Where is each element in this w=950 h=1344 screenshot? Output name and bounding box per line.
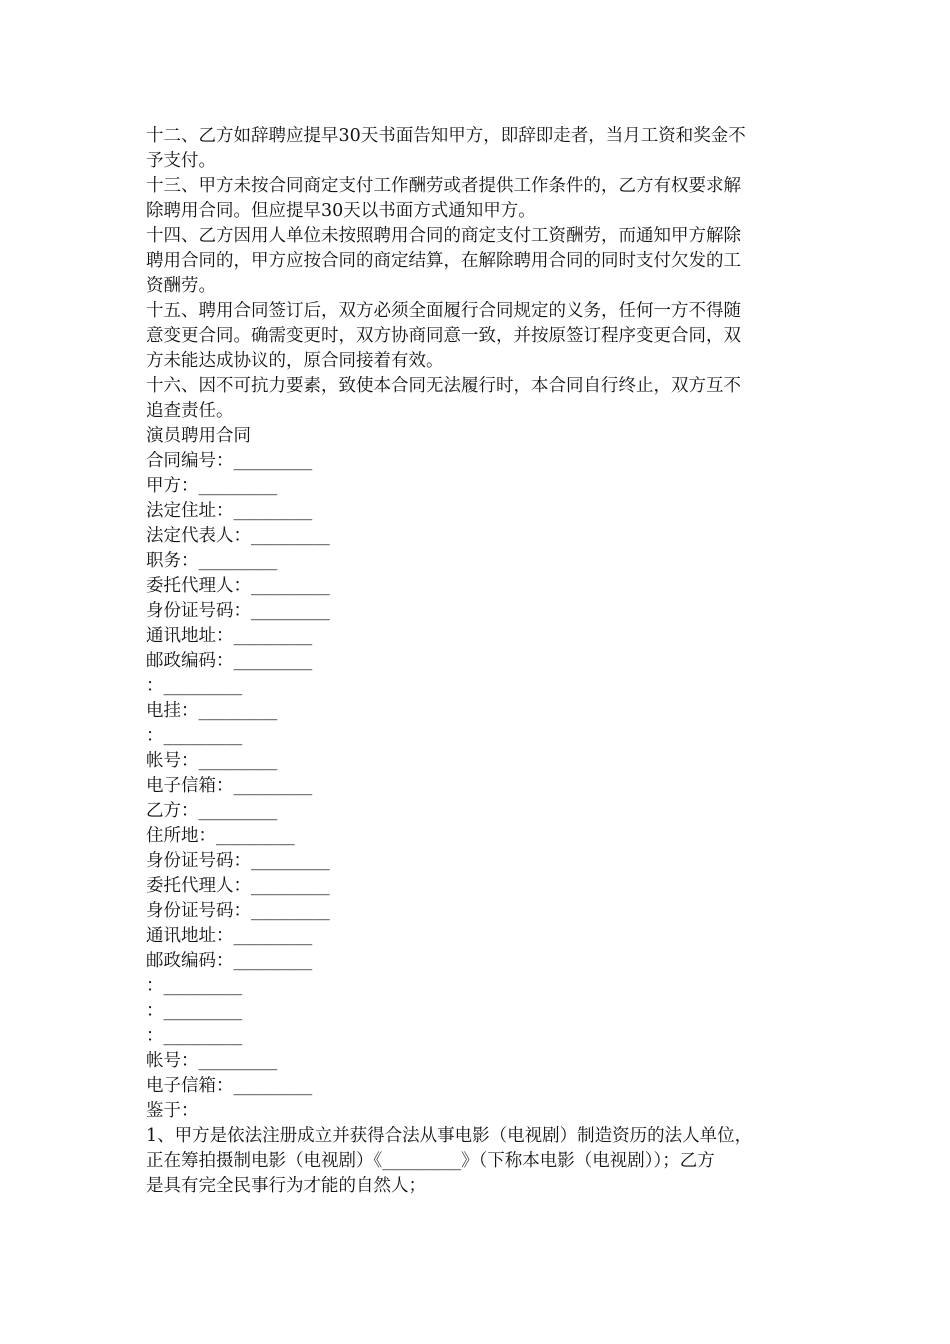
text-line: 十六、因不可抗力要素，致使本合同无法履行时，本合同自行终止，双方互不 [146,376,741,396]
form-field-postal-code: 邮政编码：_________ [146,951,313,971]
form-field-mailing-address: 通讯地址：_________ [146,626,313,646]
section-heading-whereas: 鉴于： [146,1101,199,1121]
text-line: 除聘用合同。但应提早30天以书面方式通知甲方。 [146,201,536,221]
form-field-telegraph: 电挂：_________ [146,701,278,721]
form-field-blank: ：_________ [146,1001,243,1021]
text-line: 十二、乙方如辞聘应提早30天书面告知甲方，即辞即走者，当月工资和奖金不 [146,126,746,146]
text-line: 予支付。 [146,151,216,171]
contract-title: 演员聘用合同 [146,426,251,446]
form-field-agent: 委托代理人：_________ [146,576,330,596]
form-field-id-number: 身份证号码：_________ [146,851,330,871]
form-field-id-number: 身份证号码：_________ [146,601,330,621]
text-line: 资酬劳。 [146,276,216,296]
form-field-account: 帐号：_________ [146,751,278,771]
form-field-blank: ：_________ [146,726,243,746]
form-field-position: 职务：_________ [146,551,278,571]
form-field-email: 电子信箱：_________ [146,1076,313,1096]
form-field-residence: 住所地：_________ [146,826,295,846]
text-line: 1、甲方是依法注册成立并获得合法从事电影（电视剧）制造资历的法人单位， [146,1126,753,1146]
text-line: 方未能达成协议的，原合同接着有效。 [146,351,444,371]
form-field-legal-representative: 法定代表人：_________ [146,526,330,546]
form-field-blank: ：_________ [146,976,243,996]
form-field-party-a: 甲方：_________ [146,476,278,496]
text-line: 聘用合同的，甲方应按合同的商定结算，在解除聘用合同的同时支付欠发的工 [146,251,741,271]
text-line: 十五、聘用合同签订后，双方必须全面履行合同规定的义务，任何一方不得随 [146,301,741,321]
text-line: 十四、乙方因用人单位未按照聘用合同的商定支付工资酬劳，而通知甲方解除 [146,226,741,246]
form-field-contract-number: 合同编号：_________ [146,451,313,471]
text-line: 十三、甲方未按合同商定支付工作酬劳或者提供工作条件的，乙方有权要求解 [146,176,741,196]
text-line: 是具有完全民事行为才能的自然人； [146,1176,426,1196]
text-line: 意变更合同。确需变更时，双方协商同意一致，并按原签订程序变更合同，双 [146,326,741,346]
form-field-blank: ：_________ [146,676,243,696]
form-field-id-number: 身份证号码：_________ [146,901,330,921]
form-field-legal-address: 法定住址：_________ [146,501,313,521]
form-field-account: 帐号：_________ [146,1051,278,1071]
document-page [146,124,808,1199]
text-line: 追查责任。 [146,401,234,421]
form-field-agent: 委托代理人：_________ [146,876,330,896]
form-field-blank: ：_________ [146,1026,243,1046]
form-field-email: 电子信箱：_________ [146,776,313,796]
form-field-party-b: 乙方：_________ [146,801,278,821]
form-field-mailing-address: 通讯地址：_________ [146,926,313,946]
form-field-postal-code: 邮政编码：_________ [146,651,313,671]
text-line: 正在筹拍摄制电影（电视剧）《_________》（下称本电影（电视剧））；乙方 [146,1151,715,1171]
